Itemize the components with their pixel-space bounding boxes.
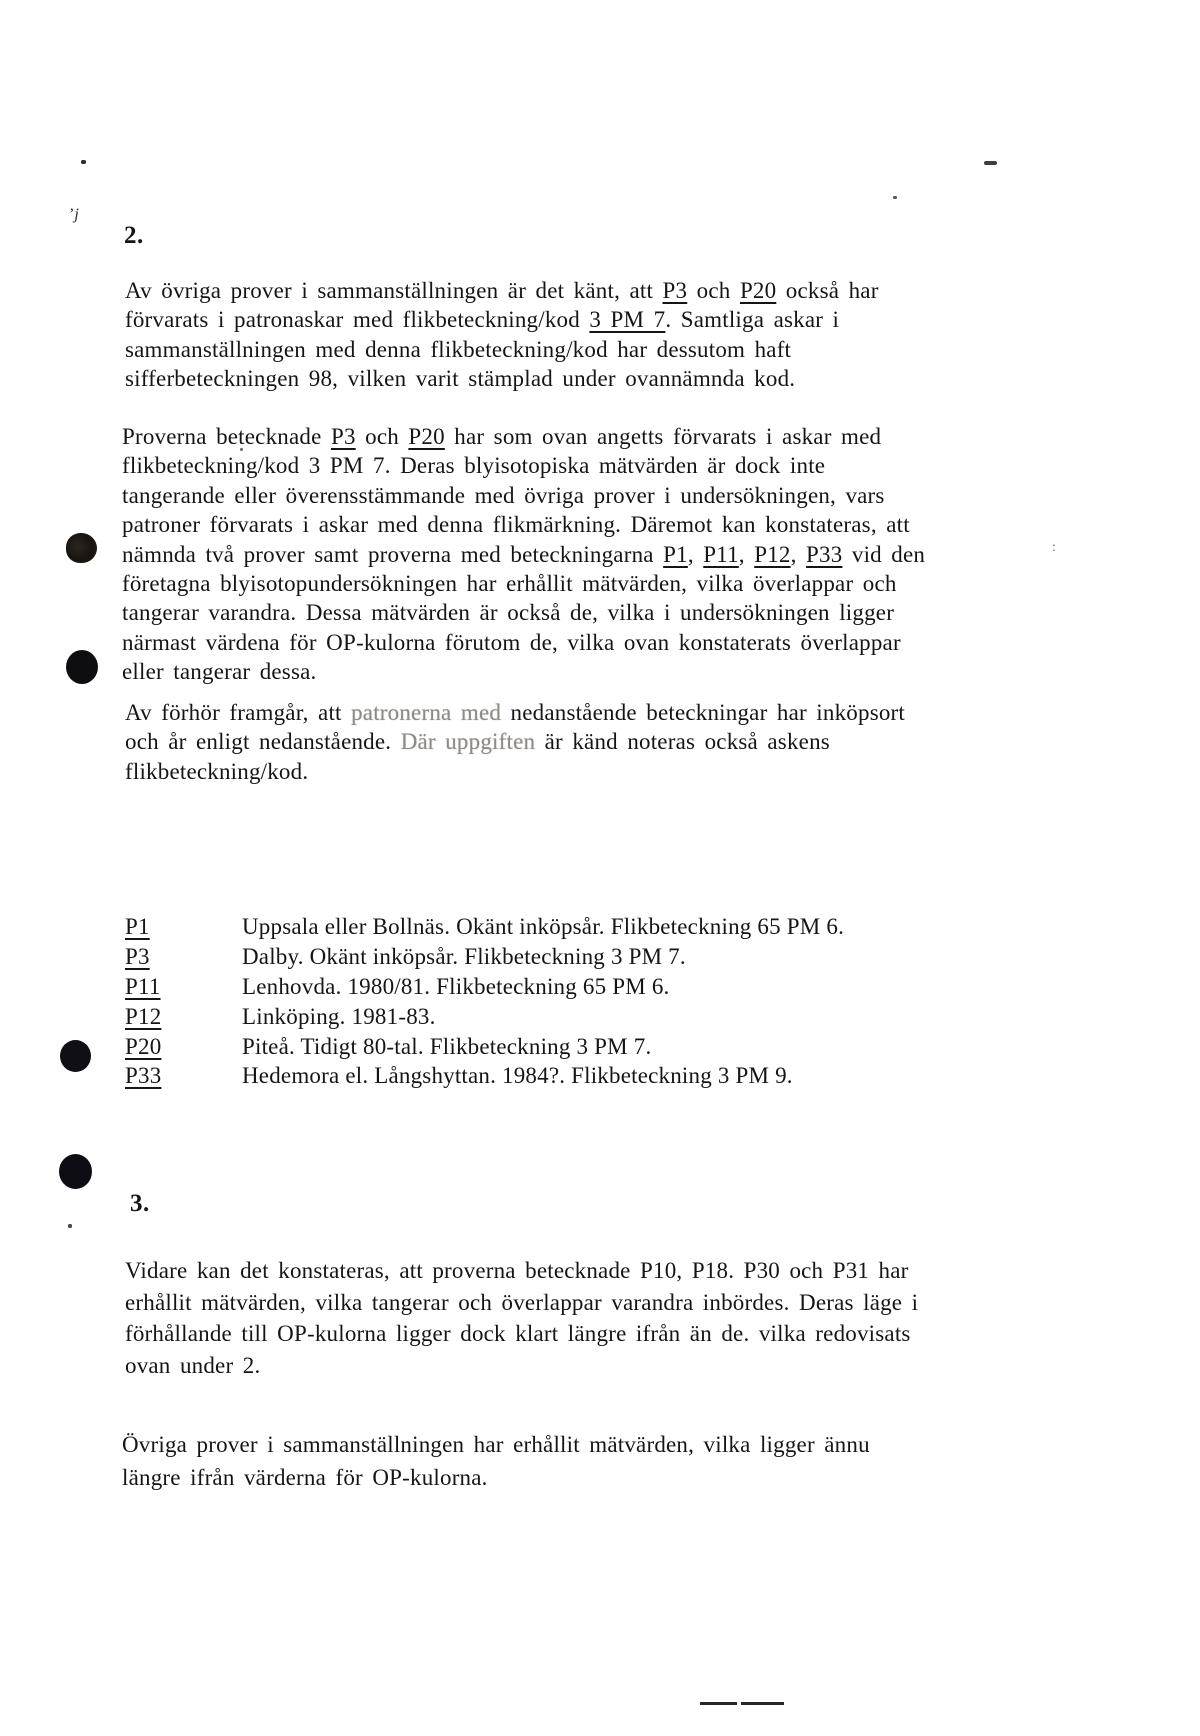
text-line (125, 700, 905, 729)
sample-label: P3 (125, 943, 150, 969)
text-segment: ovan under 2. (125, 1352, 261, 1378)
text-segment: närmast värdena för OP-kulorna förutom de, vilka ovan konstaterats överlappar (122, 629, 901, 655)
text-segment: . Samtliga askar i (665, 307, 840, 333)
text-line (125, 1290, 918, 1322)
stray-colon-mark: : (1052, 540, 1056, 555)
text-line (122, 453, 925, 482)
text-segment: och år enligt nedanstående. (125, 729, 401, 755)
sample-row (125, 944, 844, 974)
sample-row (125, 1063, 844, 1093)
text-segment: Proverna betecknade (122, 424, 331, 449)
text-line (122, 600, 925, 629)
sample-label: P20 (125, 1033, 162, 1059)
ink-blot (60, 1040, 91, 1072)
underlined-sample-ref: P3 (330, 424, 356, 449)
text-segment: patroner förvarats i askar med denna flikmärkning. Däremot kan konstateras, att (122, 512, 910, 538)
underlined-sample-ref: P12 (754, 541, 791, 567)
text-line (125, 337, 879, 366)
text-line (125, 307, 879, 336)
sample-description: Piteå. Tidigt 80-tal. Flikbeteckning 3 PM 7. (242, 1033, 652, 1059)
text-segment: sifferbeteckningen 98, vilken varit stämplad under ovannämnda kod. (125, 366, 796, 392)
text-line (125, 759, 905, 788)
sample-description: Dalby. Okänt inköpsår. Flikbeteckning 3 PM 7. (242, 943, 686, 969)
text-segment: längre ifrån värderna för OP-kulorna. (122, 1465, 488, 1490)
text-line (125, 1258, 918, 1290)
text-segment: Övriga prover i sammanställningen har erhållit mätvärden, vilka ligger ännu (122, 1432, 870, 1457)
text-segment: är känd noteras också askens (535, 729, 830, 755)
text-line (122, 424, 925, 453)
text-line (125, 729, 905, 758)
text-segment: tangerande eller överensstämmande med övriga prover i undersökningen, vars (122, 482, 885, 508)
underlined-sample-ref: 3 PM 7 (589, 307, 666, 333)
sample-description: Linköping. 1981-83. (242, 1003, 436, 1029)
text-line (122, 542, 925, 571)
para-1 (125, 278, 879, 396)
underlined-sample-ref: P33 (806, 541, 843, 567)
text-segment: flikbeteckning/kod. (125, 758, 309, 784)
end-rule-dash (700, 1702, 737, 1705)
underlined-sample-ref: P1 (663, 541, 688, 567)
para-2 (122, 424, 925, 689)
text-segment: patronerna med (351, 700, 502, 725)
text-segment: och (687, 278, 740, 303)
handwritten-mark: ’j (68, 206, 80, 223)
text-segment: erhållit mätvärden, vilka tangerar och överlappar varandra inbördes. Deras läge i (125, 1289, 919, 1315)
para-3 (125, 700, 905, 788)
ink-blot (66, 533, 97, 563)
text-line (122, 571, 925, 600)
text-segment: flikbeteckning/kod 3 PM 7. Deras blyisotopiska mätvärden är dock inte (122, 453, 826, 479)
text-line (122, 659, 925, 688)
text-line (125, 1353, 918, 1385)
sample-row (125, 974, 844, 1004)
ink-blot (66, 650, 98, 684)
text-segment: vid den (842, 541, 926, 567)
para-5 (122, 1432, 870, 1498)
ink-speck (68, 1224, 72, 1228)
sample-description: Lenhovda. 1980/81. Flikbeteckning 65 PM 6. (242, 973, 670, 999)
sample-row (125, 914, 844, 944)
text-segment: förhållande till OP-kulorna ligger dock klart längre ifrån än de. vilka redovisats (125, 1321, 911, 1346)
sample-label: P12 (125, 1003, 162, 1029)
ink-blot (59, 1154, 92, 1189)
text-segment: och (355, 424, 409, 449)
text-segment: , (738, 541, 755, 567)
text-line (122, 483, 925, 512)
sample-label: P1 (125, 914, 150, 939)
para-4 (125, 1258, 918, 1384)
sample-description: Hedemora el. Långshyttan. 1984?. Flikbeteckning 3 PM 9. (242, 1063, 793, 1089)
text-segment: nämnda två prover samt proverna med beteckningarna (122, 541, 664, 567)
text-line (125, 366, 879, 395)
text-segment: tangerar varandra. Dessa mätvärden är också de, vilka i undersökningen ligger (122, 600, 895, 626)
text-segment: företagna blyisotopundersökningen har erhållit mätvärden, vilka överlappar och (122, 570, 897, 596)
stray-dash-mark (984, 161, 997, 165)
sample-label: P33 (125, 1063, 162, 1089)
text-segment: sammanställningen med denna flikbeteckning/kod har dessutom haft (125, 336, 792, 362)
text-segment: Vidare kan det konstateras, att proverna betecknade P10, P18. P30 och P31 har (125, 1258, 909, 1283)
text-segment: Där uppgiften (400, 729, 536, 755)
text-line (122, 630, 925, 659)
ink-speck (81, 160, 86, 164)
text-segment: har som ovan angetts förvarats i askar med (444, 424, 882, 449)
end-rule-dash (741, 1702, 784, 1705)
underlined-sample-ref: P11 (703, 541, 739, 567)
text-segment: , (790, 541, 807, 567)
text-segment: , (687, 541, 704, 567)
text-segment: Av övriga prover i sammanställningen är det känt, att (125, 278, 663, 303)
text-line (125, 1321, 918, 1353)
text-line (122, 1465, 870, 1498)
sample-description: Uppsala eller Bollnäs. Okänt inköpsår. Flikbeteckning 65 PM 6. (242, 914, 845, 939)
text-segment: Av förhör framgår, att (125, 700, 352, 725)
text-segment: också har (776, 278, 879, 303)
sample-row (125, 1004, 844, 1034)
text-line (122, 1432, 870, 1465)
text-segment: eller tangerar dessa. (122, 659, 317, 685)
heading-3: 3. (130, 1190, 150, 1217)
sample-label: P11 (125, 973, 161, 999)
ink-speck (893, 196, 897, 199)
sample-row (125, 1034, 844, 1064)
sample-list (125, 914, 844, 1093)
underlined-sample-ref: P3 (662, 278, 688, 303)
heading-2: 2. (124, 222, 144, 249)
text-line (125, 278, 879, 307)
underlined-sample-ref: P20 (739, 278, 777, 303)
underlined-sample-ref: P20 (408, 424, 445, 449)
text-line (122, 512, 925, 541)
text-segment: nedanstående beteckningar har inköpsort (501, 700, 905, 725)
text-segment: förvarats i patronaskar med flikbeteckning/kod (125, 307, 590, 333)
